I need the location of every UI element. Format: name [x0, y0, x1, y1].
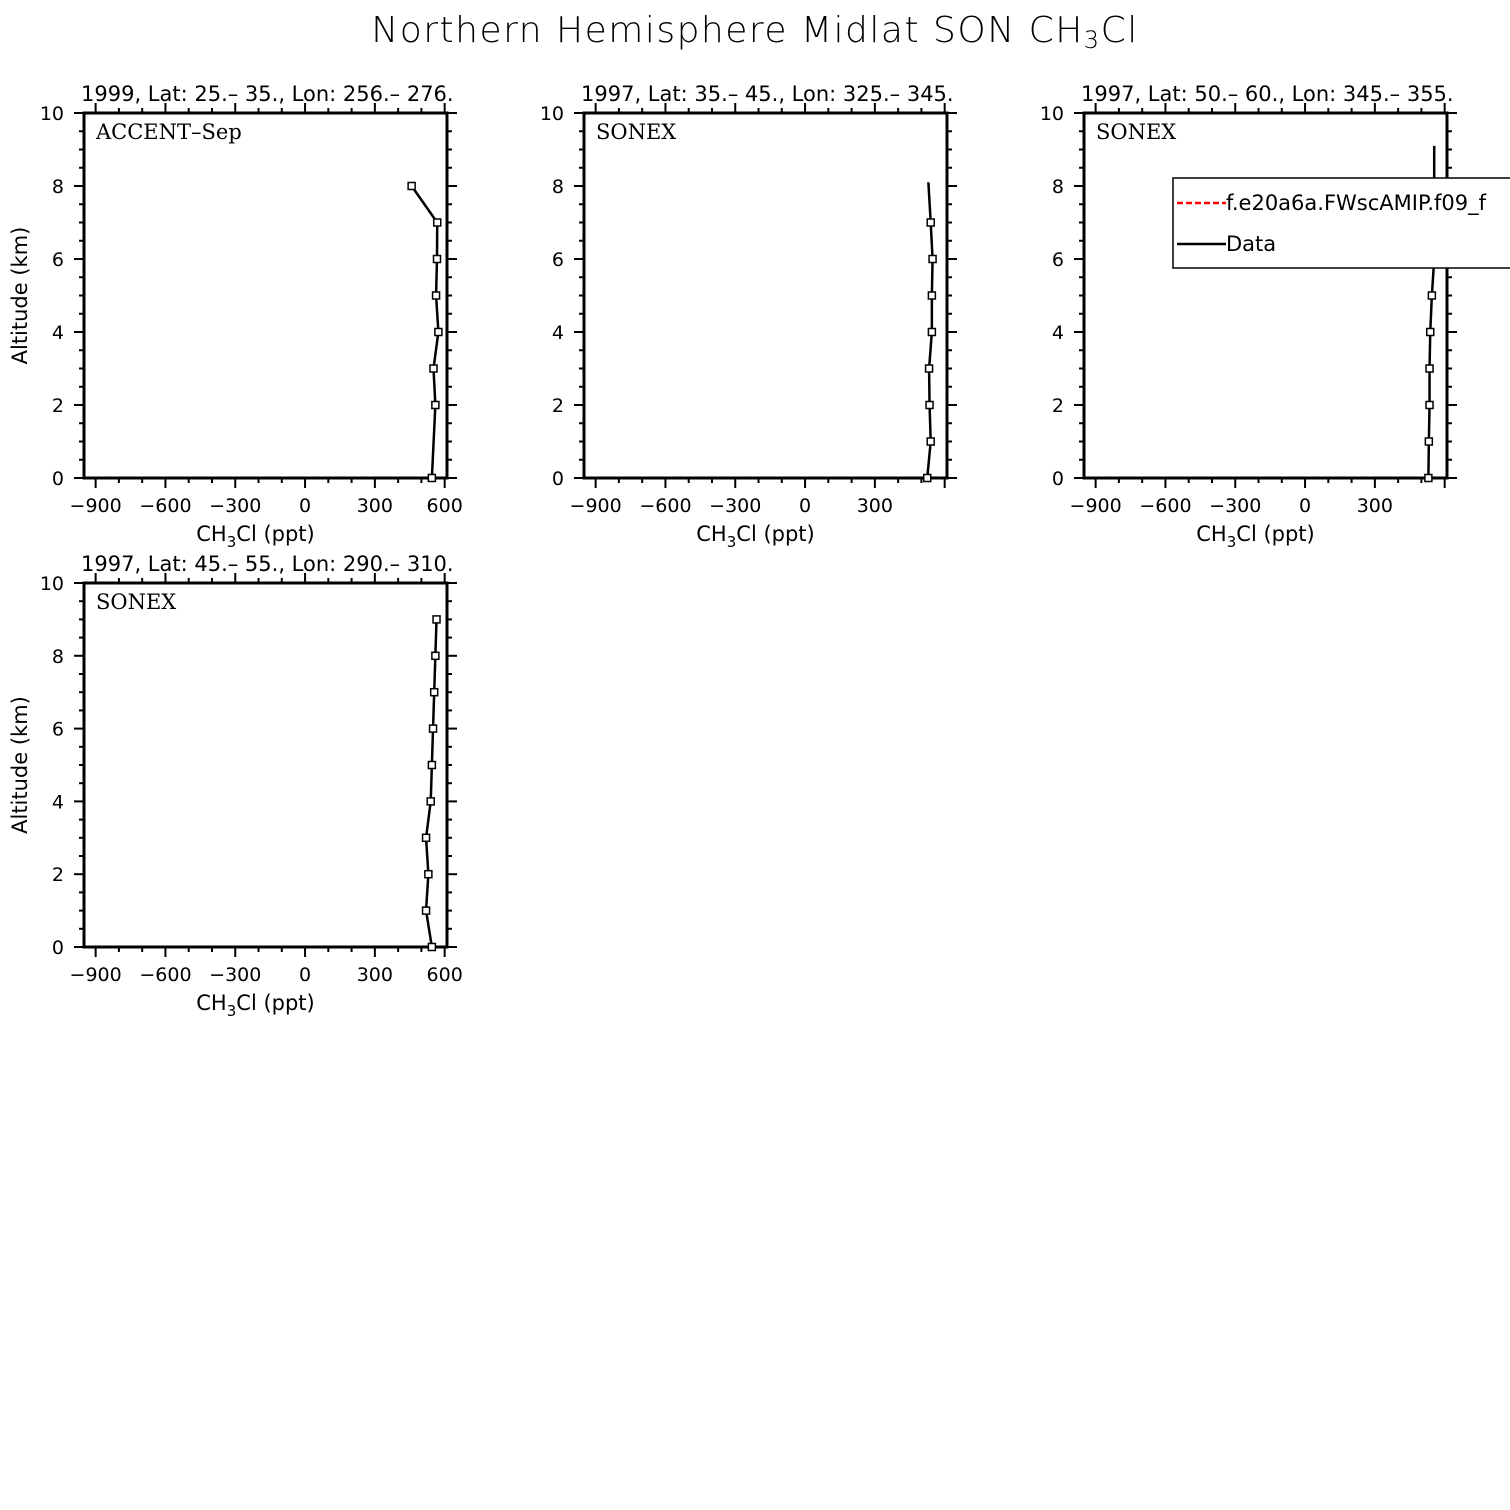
data-point-marker [1425, 438, 1432, 445]
data-point-marker [434, 219, 441, 226]
x-tick-label: 0 [1299, 495, 1312, 517]
data-point-marker [1428, 292, 1435, 299]
campaign-label: ACCENT–Sep [96, 120, 242, 144]
y-tick-label: 6 [1051, 249, 1064, 271]
y-axis-label: Altitude (km) [8, 226, 32, 365]
data-point-marker [432, 402, 439, 409]
data-point-marker [1425, 475, 1432, 482]
x-tick-label: −600 [139, 495, 192, 517]
panel-title: 1997, Lat: 50.– 60., Lon: 345.– 355. [1081, 82, 1454, 106]
panel-title: 1999, Lat: 25.– 35., Lon: 256.– 276. [81, 82, 454, 106]
y-tick-label: 4 [51, 791, 64, 814]
data-point-marker [927, 438, 934, 445]
figure-title-tail: Cl [1100, 10, 1139, 51]
data-point-marker [430, 725, 437, 732]
x-tick-label: −300 [209, 964, 262, 986]
y-tick-label: 10 [39, 103, 64, 125]
y-tick-label: 2 [51, 864, 64, 887]
y-tick-label: 0 [51, 937, 64, 959]
x-tick-label: −600 [139, 964, 192, 986]
y-tick-label: 4 [1051, 322, 1064, 344]
data-point-marker [432, 652, 439, 659]
x-tick-label: −600 [639, 495, 692, 517]
data-point-marker [435, 329, 442, 336]
data-point-marker [428, 944, 435, 951]
data-point-marker [1426, 365, 1433, 372]
data-point-marker [928, 329, 935, 336]
x-tick-label: 0 [299, 964, 312, 986]
y-tick-label: 4 [551, 322, 564, 344]
x-tick-label: 300 [356, 964, 393, 986]
data-point-marker [425, 871, 432, 878]
data-point-marker [408, 183, 415, 190]
data-point-marker [926, 402, 933, 409]
x-axis-label: $CH_3Cl$ (ppt) [196, 522, 315, 551]
data-point-marker [423, 834, 430, 841]
data-point-marker [433, 616, 440, 623]
x-axis-label: $CH_3Cl$ (ppt) [696, 522, 815, 551]
data-point-marker [427, 798, 434, 805]
x-tick-label: −300 [209, 495, 262, 517]
legend-entry-label: f.e20a6a.FWscAMIP.f09_f [1226, 191, 1487, 215]
x-tick-label: −600 [1139, 495, 1192, 517]
x-tick-label: 0 [299, 495, 312, 517]
x-tick-label: 300 [356, 495, 393, 517]
x-tick-label: 300 [1356, 495, 1393, 517]
y-tick-label: 0 [551, 468, 564, 490]
y-tick-label: 10 [1039, 103, 1064, 125]
data-point-marker [924, 475, 931, 482]
plot-frame [84, 113, 447, 478]
x-axis-label: $CH_3Cl$ (ppt) [1196, 522, 1315, 551]
y-tick-label: 10 [539, 103, 564, 125]
x-tick-label: −300 [1209, 495, 1262, 517]
figure-title-main: Northern Hemisphere Midlat SON CH [371, 10, 1084, 51]
y-tick-label: 2 [51, 395, 64, 417]
panel-3 [1040, 82, 1510, 551]
y-tick-label: 6 [51, 718, 64, 741]
series-line-data [426, 619, 436, 947]
legend [1173, 178, 1510, 268]
y-tick-label: 10 [39, 573, 64, 595]
y-tick-label: 4 [51, 322, 64, 344]
plot-frame [584, 113, 947, 478]
x-tick-label: −900 [69, 495, 122, 517]
data-point-marker [423, 907, 430, 914]
data-point-marker [433, 256, 440, 263]
x-tick-label: −900 [1069, 495, 1122, 517]
x-tick-label: 300 [856, 495, 893, 517]
y-tick-label: 8 [51, 176, 64, 198]
x-tick-label: 0 [799, 495, 812, 517]
panel-title: 1997, Lat: 35.– 45., Lon: 325.– 345. [581, 82, 954, 106]
y-tick-label: 2 [551, 395, 564, 417]
x-axis-label: $CH_3Cl$ (ppt) [196, 991, 315, 1020]
y-tick-label: 8 [551, 176, 564, 198]
data-point-marker [430, 365, 437, 372]
panel-1 [8, 82, 463, 551]
x-tick-label: 600 [426, 964, 463, 986]
y-tick-label: 6 [51, 249, 64, 271]
y-tick-label: 0 [51, 468, 64, 490]
data-point-marker [928, 292, 935, 299]
panel-4 [8, 552, 463, 1020]
data-point-marker [1426, 402, 1433, 409]
data-point-marker [1427, 329, 1434, 336]
data-point-marker [926, 365, 933, 372]
campaign-label: SONEX [1096, 120, 1177, 144]
x-tick-label: −900 [569, 495, 622, 517]
x-tick-label: 600 [426, 495, 463, 517]
data-point-marker [433, 292, 440, 299]
y-tick-label: 8 [1051, 176, 1064, 198]
figure-title-subscript: 3 [1083, 26, 1101, 54]
plot-frame [1084, 113, 1447, 478]
data-point-marker [428, 762, 435, 769]
y-tick-label: 6 [551, 249, 564, 271]
panel-2 [540, 82, 957, 551]
y-tick-label: 0 [1051, 468, 1064, 490]
x-tick-label: −300 [709, 495, 762, 517]
legend-entry-label: Data [1226, 232, 1277, 256]
data-point-marker [428, 475, 435, 482]
data-point-marker [431, 689, 438, 696]
campaign-label: SONEX [96, 590, 177, 614]
data-point-marker [927, 219, 934, 226]
y-tick-label: 8 [51, 645, 64, 668]
y-tick-label: 2 [1051, 395, 1064, 417]
panel-title: 1997, Lat: 45.– 55., Lon: 290.– 310. [81, 552, 454, 576]
data-point-marker [929, 256, 936, 263]
plot-frame [84, 583, 447, 947]
campaign-label: SONEX [596, 120, 677, 144]
x-tick-label: −900 [69, 964, 122, 986]
y-axis-label: Altitude (km) [8, 696, 32, 834]
